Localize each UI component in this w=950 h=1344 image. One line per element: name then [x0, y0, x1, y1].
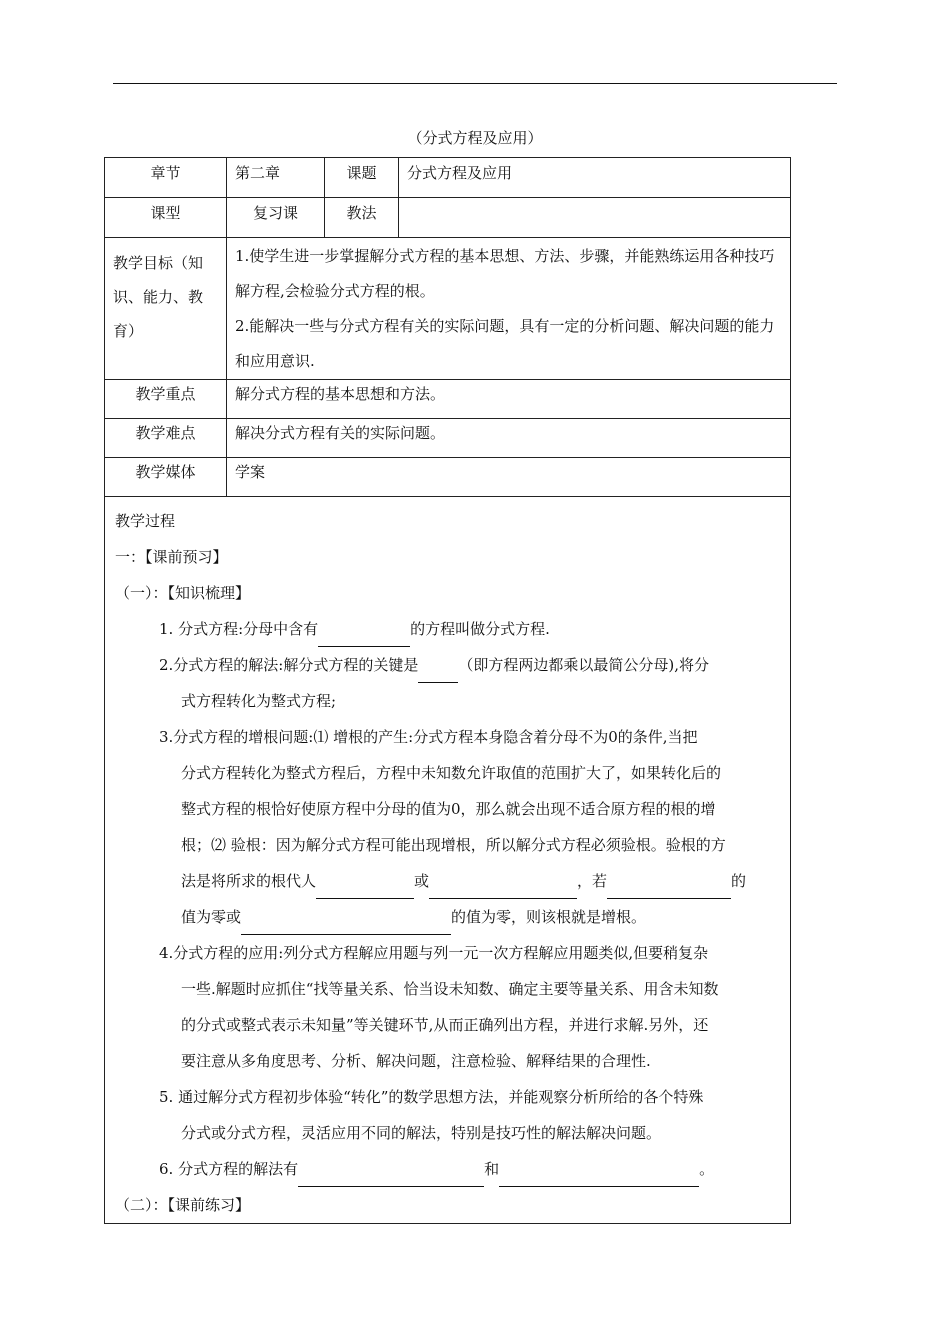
item-3-line: 法是将所求的根代人 或 ，若 的	[115, 863, 780, 899]
key-point-label: 教学重点	[105, 380, 227, 419]
item-6: 6. 分式方程的解法有 和 。	[115, 1151, 780, 1187]
answer-blank[interactable]	[499, 1168, 699, 1187]
chapter-label: 章节	[105, 158, 227, 198]
item-3-line: 分式方程转化为整式方程后，方程中未知数允许取值的范围扩大了，如果转化后的	[181, 764, 722, 782]
answer-blank[interactable]	[418, 664, 458, 683]
section-preview: 一：【课前预习】	[115, 548, 228, 566]
lesson-type-label: 课型	[105, 198, 227, 238]
goals-label: 教学目标（知识、能力、教育）	[105, 238, 227, 380]
header-rule	[113, 83, 837, 84]
item-1: 1. 分式方程:分母中含有 的方程叫做分式方程.	[115, 611, 780, 647]
subsection-practice: （二）：【课前练习】	[115, 1196, 251, 1214]
answer-blank[interactable]	[298, 1168, 484, 1187]
item-2-cont: 式方程转化为整式方程;	[181, 692, 337, 710]
media-value: 学案	[227, 458, 791, 497]
media-label: 教学媒体	[105, 458, 227, 497]
answer-blank[interactable]	[241, 916, 451, 935]
item-3-line: 根；⑵ 验根：因为解分式方程可能出现增根，所以解分式方程必须验根。验根的方	[181, 836, 726, 854]
item-4: 4.分式方程的应用:列分式方程解应用题与列一元一次方程解应用题类似,但要稍复杂	[159, 944, 709, 962]
process-heading: 教学过程	[115, 512, 176, 530]
item-5-line: 分式或分式方程，灵活应用不同的解法，特别是技巧性的解法解决问题。	[181, 1124, 662, 1142]
goal-2: 2.能解决一些与分式方程有关的实际问题，具有一定的分析问题、解决问题的能力和应用意识.	[235, 317, 775, 370]
answer-blank[interactable]	[318, 628, 410, 647]
item-4-line: 要注意从多角度思考、分析、解决问题，注意检验、解释结果的合理性.	[181, 1052, 651, 1070]
topic-value: 分式方程及应用	[399, 158, 791, 198]
lesson-plan-table	[104, 157, 791, 1224]
answer-blank[interactable]	[607, 880, 731, 899]
item-2: 2.分式方程的解法:解分式方程的关键是 （即方程两边都乘以最简公分母),将分	[115, 647, 780, 683]
method-label: 教法	[325, 198, 399, 238]
difficulty-label: 教学难点	[105, 419, 227, 458]
answer-blank[interactable]	[316, 880, 414, 899]
item-3-line: 值为零或 的值为零，则该根就是增根。	[115, 899, 780, 935]
item-3: 3.分式方程的增根问题:⑴ 增根的产生:分式方程本身隐含着分母不为0的条件,当把	[159, 728, 698, 746]
chapter-value: 第二章	[227, 158, 325, 198]
goals-text	[227, 238, 791, 380]
topic-label: 课题	[325, 158, 399, 198]
document-title: （分式方程及应用）	[407, 129, 543, 147]
item-4-line: 一些.解题时应抓住“找等量关系、恰当设未知数、确定主要等量关系、用含未知数	[181, 980, 719, 998]
teaching-process	[105, 497, 791, 1224]
key-point-value: 解分式方程的基本思想和方法。	[227, 380, 791, 419]
difficulty-value: 解决分式方程有关的实际问题。	[227, 419, 791, 458]
answer-blank[interactable]	[429, 880, 577, 899]
method-value	[399, 198, 791, 238]
item-3-line: 整式方程的根恰好使原方程中分母的值为0，那么就会出现不适合原方程的根的增	[181, 800, 716, 818]
subsection-knowledge: （一）：【知识梳理】	[115, 584, 251, 602]
item-5: 5. 通过解分式方程初步体验“转化”的数学思想方法，并能观察分析所给的各个特殊	[159, 1088, 704, 1106]
item-4-line: 的分式或整式表示未知量”等关键环节,从而正确列出方程，并进行求解.另外，还	[181, 1016, 709, 1034]
lesson-type-value: 复习课	[227, 198, 325, 238]
goal-1: 1.使学生进一步掌握解分式方程的基本思想、方法、步骤，并能熟练运用各种技巧解方程,会检验分式方程的根。	[235, 247, 775, 300]
